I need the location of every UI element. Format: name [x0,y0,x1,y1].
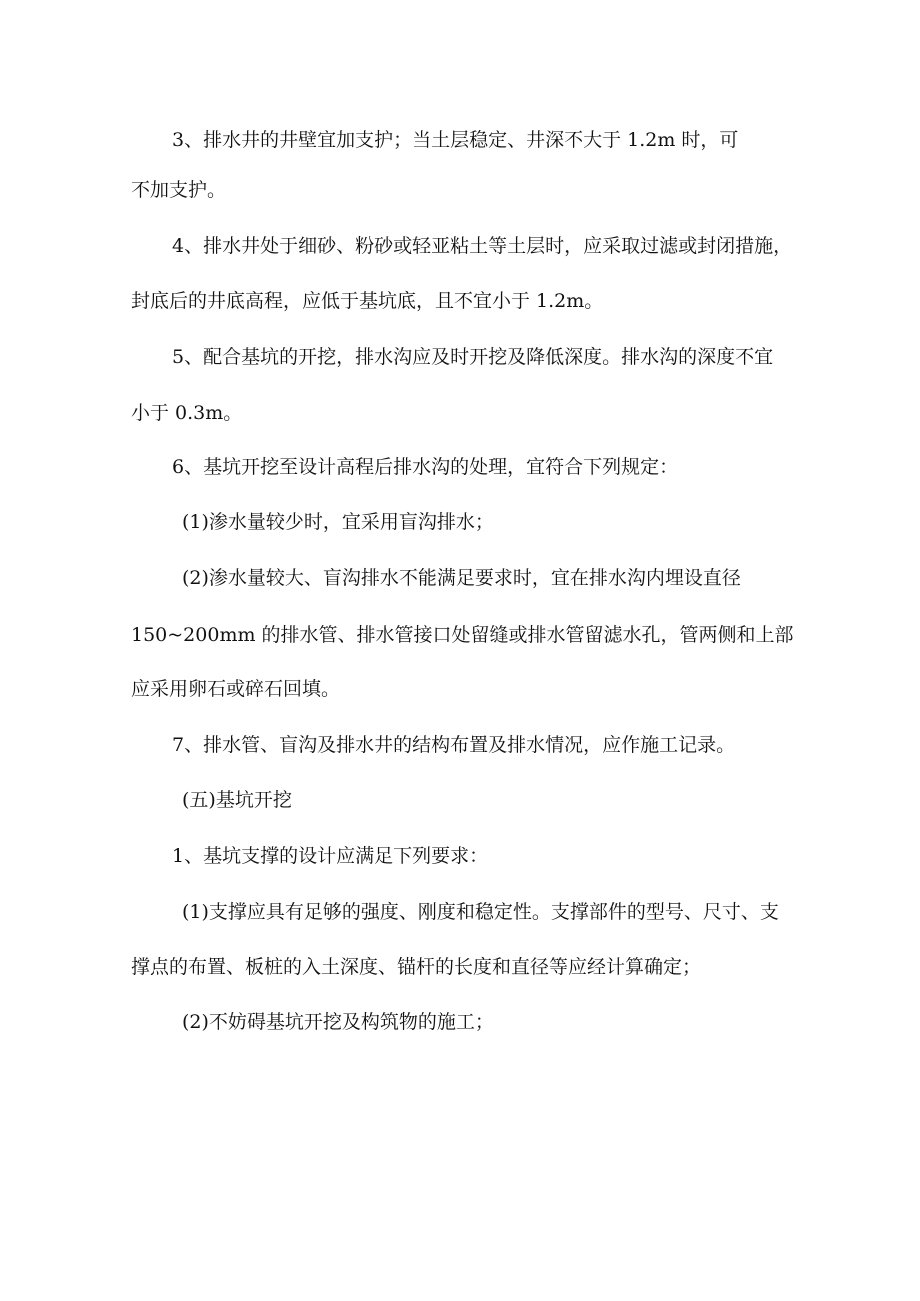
paragraph-4-line-2: 封底后的井底高程，应低于基坑底，且不宜小于 1.2m。 [131,290,604,312]
item-5-1-1-line-1: (1)支撑应具有足够的强度、刚度和稳定性。支撑部件的型号、尺寸、支 [182,901,779,923]
paragraph-4-line-1: 4、排水井处于细砂、粉砂或轻亚粘土等土层时，应采取过滤或封闭措施， [172,235,793,257]
item-6-2-line-2: 150~200mm 的排水管、排水管接口处留缝或排水管留滤水孔，管两侧和上部 [131,624,794,646]
item-5-1-1-line-2: 撑点的布置、板桩的入土深度、锚杆的长度和直径等应经计算确定； [131,956,702,978]
paragraph-5-line-2: 小于 0.3m。 [131,402,243,424]
paragraph-5-line-1: 5、配合基坑的开挖，排水沟应及时开挖及降低深度。排水沟的深度不宜 [172,346,774,368]
paragraph-7: 7、排水管、盲沟及排水井的结构布置及排水情况，应作施工记录。 [172,734,736,756]
section-heading-5: (五)基坑开挖 [182,789,292,811]
item-6-1: (1)渗水量较少时，宜采用盲沟排水； [182,511,494,533]
paragraph-6: 6、基坑开挖至设计高程后排水沟的处理，宜符合下列规定： [172,456,679,478]
item-6-2-line-3: 应采用卵石或碎石回填。 [131,678,341,700]
paragraph-5-1: 1、基坑支撑的设计应满足下列要求： [172,845,489,867]
paragraph-3-line-1: 3、排水井的井壁宜加支护；当土层稳定、井深不大于 1.2m 时，可 [172,129,739,151]
item-6-2-line-1: (2)渗水量较大、盲沟排水不能满足要求时，宜在排水沟内埋设直径 [182,567,741,589]
paragraph-3-line-2: 不加支护。 [131,179,227,201]
item-5-1-2: (2)不妨碍基坑开挖及构筑物的施工； [182,1011,494,1033]
